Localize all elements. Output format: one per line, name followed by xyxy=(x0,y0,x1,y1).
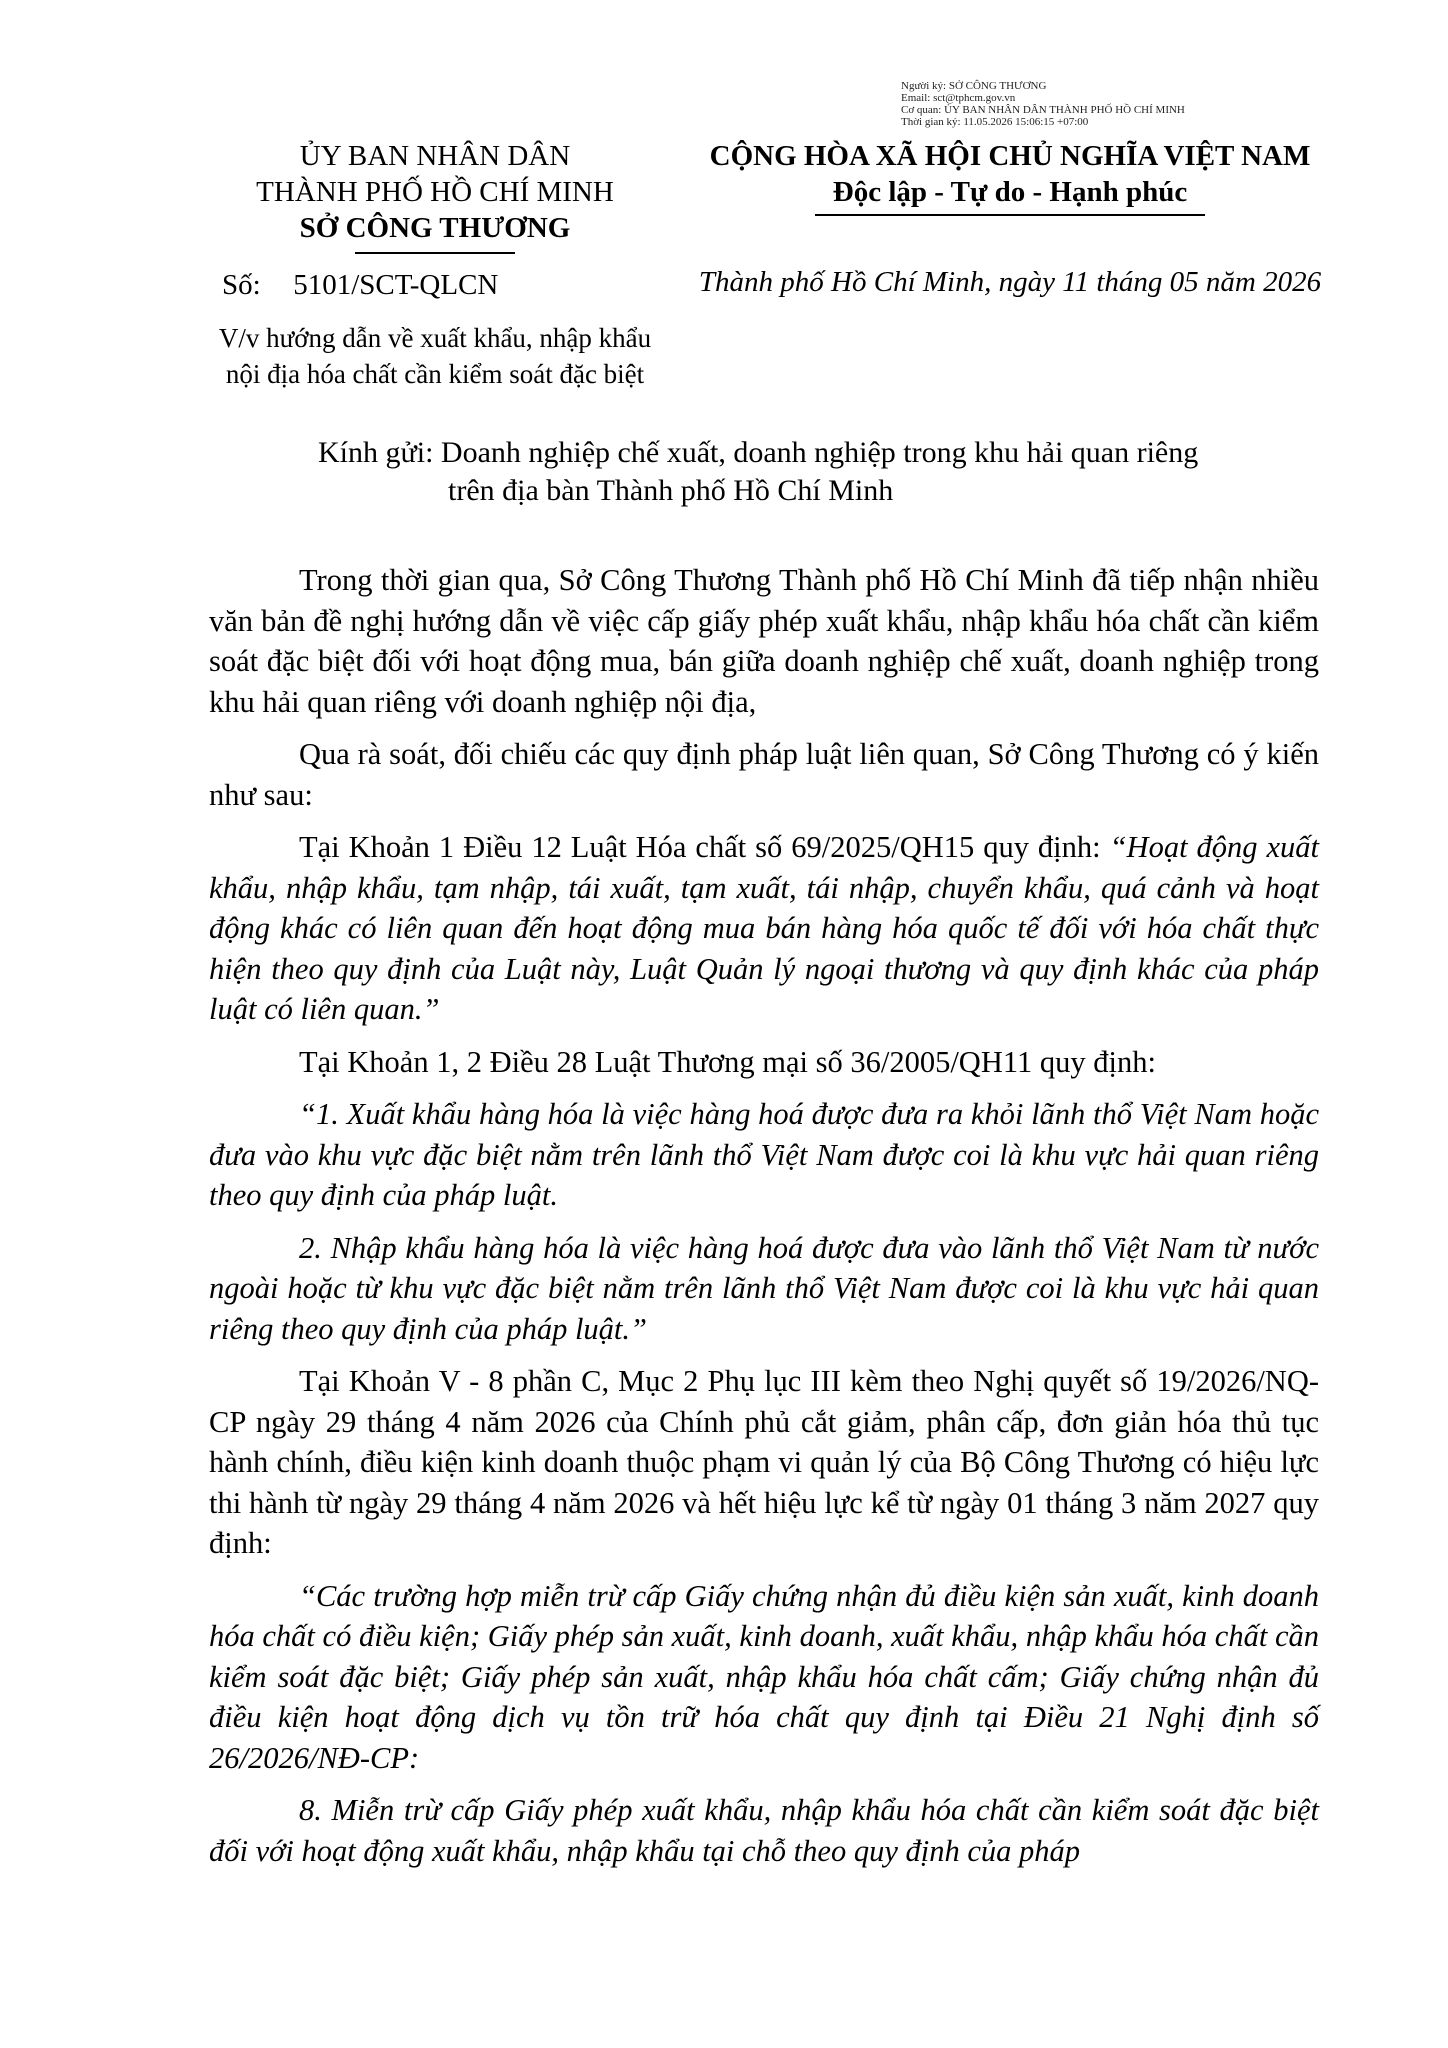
signature-email: Email: sct@tphcm.gov.vn xyxy=(901,92,1016,104)
country-name: CỘNG HÒA XÃ HỘI CHỦ NGHĨA VIỆT NAM xyxy=(709,140,1311,172)
national-header xyxy=(690,138,1330,216)
agency-line-2: THÀNH PHỐ HỒ CHÍ MINH xyxy=(256,176,614,208)
paragraph-chemical-law xyxy=(209,827,1319,1030)
agency-line-3: SỞ CÔNG THƯƠNG xyxy=(299,212,571,244)
agency-underline xyxy=(355,252,515,254)
signature-time: Thời gian ký: 11.05.2026 15:06:15 +07:00 xyxy=(901,116,1089,128)
agency-line-1: ỦY BAN NHÂN DÂN xyxy=(299,140,571,172)
paragraph-resolution: Tại Khoản V - 8 phần C, Mục 2 Phụ lục III kèm theo Nghị quyết số 19/2026/NQ-CP ngày 29 tháng 4 năm 2026 của Chính phủ cắt giảm, phân cấp, đơn giản hóa thủ tục hành chính, điều kiện kinh doanh thuộc phạm vi quản lý của Bộ Công Thương có hiệu lực thi hành từ ngày 29 tháng 4 năm 2026 và hết hiệu lực kể từ ngày 01 tháng 3 năm 2027 quy định: xyxy=(209,1364,1319,1560)
chemical-law-quote: “Hoạt động xuất khẩu, nhập khẩu, tạm nhập, tái xuất, tạm xuất, tái nhập, chuyển khẩu, quá cảnh và hoạt động khác có liên quan đến hoạt động mua bán hàng hóa quốc tế đối với hóa chất thực hiện theo quy định của Luật này, Luật Quản lý ngoại thương và quy định khác của pháp luật có liên quan.” xyxy=(209,830,1319,1026)
recipient-line-1: Kính gửi: Doanh nghiệp chế xuất, doanh nghiệp trong khu hải quan riêng xyxy=(318,436,1199,469)
document-number-value: 5101/SCT-QLCN xyxy=(293,269,499,301)
national-motto: Độc lập - Tự do - Hạnh phúc xyxy=(832,176,1188,208)
digital-signature-block xyxy=(901,80,1185,128)
place-date-line: Thành phố Hồ Chí Minh, ngày 11 tháng 05 năm 2026 xyxy=(698,266,1322,298)
paragraph-review: Qua rà soát, đối chiếu các quy định pháp luật liên quan, Sở Công Thương có ý kiến như sau: xyxy=(209,737,1319,812)
signature-agency: Cơ quan: ỦY BAN NHÂN DÂN THÀNH PHỐ HỒ CHÍ MINH xyxy=(901,104,1185,116)
subject-line-2: nội địa hóa chất cần kiểm soát đặc biệt xyxy=(225,359,645,389)
recipient-block xyxy=(318,434,1348,510)
quote-exemption-cases: “Các trường hợp miễn trừ cấp Giấy chứng nhận đủ điều kiện sản xuất, kinh doanh hóa chất có điều kiện; Giấy phép sản xuất, kinh doanh, xuất khẩu, nhập khẩu hóa chất cần kiểm soát đặc biệt; Giấy phép sản xuất, nhập khẩu hóa chất cấm; Giấy chứng nhận đủ điều kiện hoạt động dịch vụ tồn trữ hóa chất quy định tại Điều 21 Nghị định số 26/2026/NĐ-CP: xyxy=(209,1578,1319,1775)
document-body xyxy=(209,560,1319,1883)
document-number xyxy=(222,267,498,303)
quote-exemption-item-8: 8. Miễn trừ cấp Giấy phép xuất khẩu, nhập khẩu hóa chất cần kiểm soát đặc biệt đối với hoạt động xuất khẩu, nhập khẩu tại chỗ theo quy định của pháp xyxy=(209,1793,1319,1868)
quote-export-definition: “1. Xuất khẩu hàng hóa là việc hàng hoá được đưa ra khỏi lãnh thổ Việt Nam hoặc đưa vào khu vực đặc biệt nằm trên lãnh thổ Việt Nam được coi là khu vực hải quan riêng theo quy định của pháp luật. xyxy=(209,1097,1319,1212)
signature-signer: Người ký: SỞ CÔNG THƯƠNG xyxy=(901,80,1047,92)
motto-underline xyxy=(815,214,1205,216)
recipient-line-2: trên địa bàn Thành phố Hồ Chí Minh xyxy=(448,474,894,507)
issuing-agency-header xyxy=(165,138,705,254)
quote-import-definition: 2. Nhập khẩu hàng hóa là việc hàng hoá được đưa vào lãnh thổ Việt Nam từ nước ngoài hoặc từ khu vực đặc biệt nằm trên lãnh thổ Việt Nam được coi là khu vực hải quan riêng theo quy định của pháp luật.” xyxy=(209,1230,1319,1346)
chemical-law-citation: Tại Khoản 1 Điều 12 Luật Hóa chất số 69/2025/QH15 quy định: xyxy=(299,830,1110,864)
paragraph-intro: Trong thời gian qua, Sở Công Thương Thành phố Hồ Chí Minh đã tiếp nhận nhiều văn bản đề nghị hướng dẫn về việc cấp giấy phép xuất khẩu, nhập khẩu hóa chất cần kiểm soát đặc biệt đối với hoạt động mua, bán giữa doanh nghiệp chế xuất, doanh nghiệp trong khu hải quan riêng với doanh nghiệp nội địa, xyxy=(209,563,1319,719)
document-subject xyxy=(165,320,705,392)
document-number-label: Số: xyxy=(222,269,261,301)
paragraph-commerce-law: Tại Khoản 1, 2 Điều 28 Luật Thương mại số 36/2005/QH11 quy định: xyxy=(299,1044,1156,1079)
subject-line-1: V/v hướng dẫn về xuất khẩu, nhập khẩu xyxy=(218,323,652,353)
